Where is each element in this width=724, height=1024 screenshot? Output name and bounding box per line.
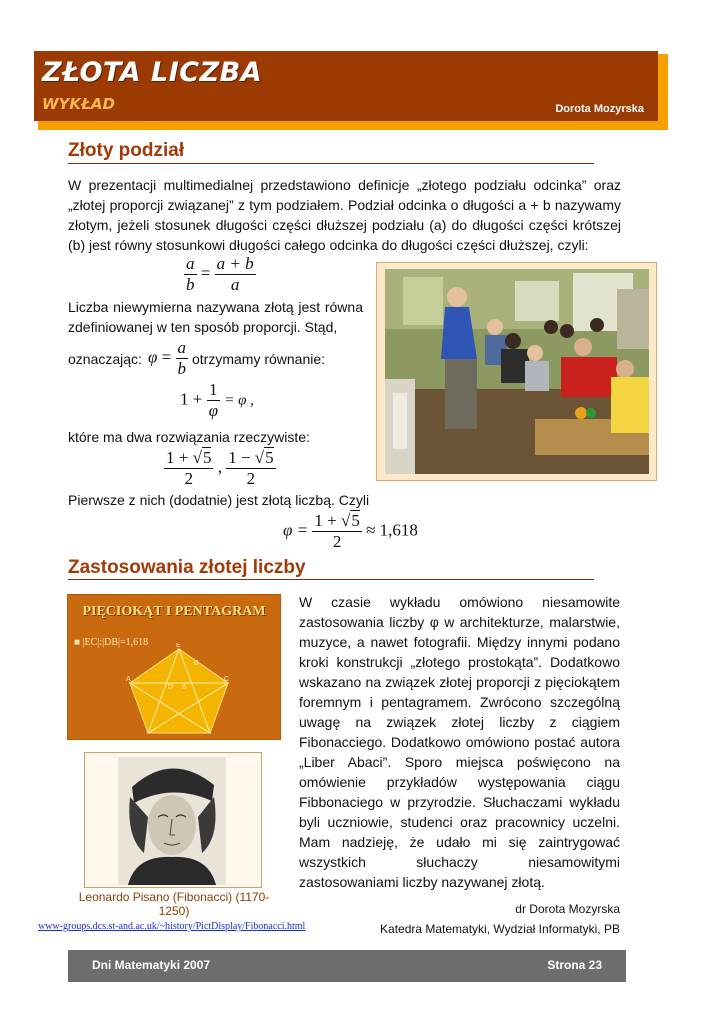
applications-line: omówienie przykładów występowania ciągu	[299, 774, 620, 790]
intro-paragraph: W prezentacji multimedialnej przedstawiono definicje „złotego podziału odcinka” oraz „złotej proporcji związanej” z tym podziałem. Podział odcinka o długości a + b nazywamy złotym, jeżeli stosunek długości części dłuższej podziału (a) do długości części krótszej (b) jest równy stosunkowi długości całego odcinka do długości części dłuższej, czyli:	[68, 177, 621, 253]
pentagram-label: A	[126, 676, 131, 683]
paragraph-irrational: Liczba niewymierna nazywana złotą jest równa zdefiniowanej w ten sposób proporcji. Stąd,	[68, 299, 363, 335]
eq2-one: 1 +	[180, 389, 203, 409]
page-subtitle: WYKŁAD	[42, 95, 115, 113]
pentagram-label: D	[168, 684, 174, 691]
sol1-root: 5	[202, 448, 212, 467]
applications-line: Mam nadzieję, że udało mi się zaintrygować	[299, 834, 620, 850]
sol1-den: 2	[184, 469, 193, 488]
applications-line: uwagę na związek złotej liczby z ciągiem	[299, 714, 620, 730]
applications-line: zastosowania liczby φ w architekturze, malarstwie,	[299, 614, 620, 630]
header-banner	[34, 51, 658, 121]
portrait-caption: Leonardo Pisano (Fibonacci) (1170-1250)	[78, 890, 270, 918]
sol2-root: 5	[265, 448, 274, 467]
pentagram-label: E	[176, 643, 181, 649]
phi-def-num: a	[177, 338, 186, 357]
slide-bullet-text: |EC|:|DB|=1,618	[82, 637, 149, 648]
eq3-num-prefix: 1 +	[314, 511, 337, 530]
pentagram-slide	[67, 594, 281, 740]
eq3-lhs: φ =	[283, 520, 309, 540]
pentagram-label: C	[224, 676, 230, 683]
fibonacci-portrait-frame	[84, 752, 262, 888]
eq3-root: 5	[351, 511, 360, 530]
source-link[interactable]: www-groups.dcs.st-and.ac.uk/~history/PictDisplay/Fibonacci.html	[38, 921, 306, 932]
equation-golden-proportion: $\frac{a}{b}$ = $\frac{a + b}{a}$	[186, 254, 254, 294]
section-underline	[68, 163, 594, 164]
footer-bar	[68, 950, 626, 982]
section-underline-2	[68, 579, 594, 580]
phi-def-den: b	[177, 359, 186, 378]
signature: dr Dorota Mozyrska	[515, 902, 620, 916]
applications-line: byli uczniowie, studenci oraz pracownicy uczelni.	[299, 814, 620, 830]
sol2-den: 2	[246, 469, 256, 488]
lecture-photo	[385, 269, 649, 474]
eq3-den: 2	[332, 532, 342, 551]
pentagram-label: B	[182, 684, 187, 691]
affiliation: Katedra Matematyki, Wydział Informatyki, PB	[380, 922, 620, 936]
sol2-prefix: 1 −	[228, 448, 251, 467]
paragraph-two-solutions: które ma dwa rozwiązania rzeczywiste:	[68, 429, 310, 445]
applications-line: kroki konstrukcji „złotego prostokąta”. Dodatkowo	[299, 654, 620, 670]
lecture-photo-frame	[376, 262, 657, 481]
sol-separator: ,	[217, 457, 222, 477]
equation-phi-quadratic	[180, 380, 254, 421]
applications-line: muzyce, a nawet fotografii. Między innymi podano	[299, 634, 620, 650]
footer-page-number: Strona 23	[547, 958, 602, 972]
applications-line: Fibonacciego. Dodatkowo omówiono postać autora	[299, 734, 620, 750]
fibonacci-portrait	[118, 757, 226, 885]
eq2-num: 1	[207, 380, 220, 401]
eq2-den: φ	[208, 401, 218, 420]
footer-event: Dni Matematyki 2007	[92, 958, 211, 972]
lecture-photo-illustration	[385, 269, 649, 474]
slide-title: PIĘCIOKĄT I PENTAGRAM	[82, 604, 266, 619]
slide-bullet: ■ |EC|:|DB|=1,618	[74, 637, 149, 648]
eq2-rhs: = φ ,	[224, 392, 254, 409]
notation-suffix: otrzymamy równanie:	[192, 351, 326, 367]
sol1-prefix: 1 +	[166, 448, 189, 467]
paragraph-first-positive: Pierwsze z nich (dodatnie) jest złotą liczbą. Czyli	[68, 492, 370, 508]
eq3-approx: ≈ 1,618	[366, 520, 418, 540]
applications-line: foremnym i pentagramem. Zwrócono szczególną	[299, 694, 620, 710]
header-author: Dorota Mozyrska	[555, 103, 644, 115]
applications-paragraph	[299, 592, 620, 892]
eq1-rhs-den: a	[230, 275, 240, 294]
applications-line: W czasie wykładu omówiono niesamowite	[299, 594, 620, 610]
phi-symbol: φ	[148, 347, 158, 367]
eq1-lhs-num: a	[186, 254, 195, 273]
pentagram-label: B	[194, 660, 199, 667]
section-heading-applications: Zastosowania złotej liczby	[68, 557, 306, 578]
eq1-rhs-num: a + b	[216, 254, 254, 273]
equation-solutions: $\frac{1 + √5}{2}$ , $\frac{1 - √5}{2}$	[166, 448, 274, 488]
applications-line: wszystkich słuchaczy niesamowitymi	[299, 854, 620, 870]
pentagram-diagram	[124, 643, 234, 737]
section-heading-golden-ratio: Złoty podział	[68, 140, 185, 161]
eq1-lhs-den: b	[186, 275, 195, 294]
applications-line: Fibbonaciego w przyrodzie. Słuchaczami wykładu	[299, 794, 620, 810]
applications-line: wskazano na związek złotej proporcji z pięciokątem	[299, 674, 620, 690]
notation-prefix: oznaczając:	[68, 351, 142, 367]
applications-line: zastosowaniami liczby nazywanej złotą.	[299, 874, 545, 890]
paragraph-notation	[68, 338, 368, 380]
equation-golden-value: φ = $\frac{1 + √5}{2}$ ≈ 1,618	[283, 511, 418, 551]
page-title: ZŁOTA LICZBA	[42, 57, 263, 88]
applications-line: „Liber Abaci”. Sporo miejsca poświęcono na	[299, 754, 620, 770]
equation-phi-definition: φ = $\frac{a}{b}$	[148, 338, 186, 378]
